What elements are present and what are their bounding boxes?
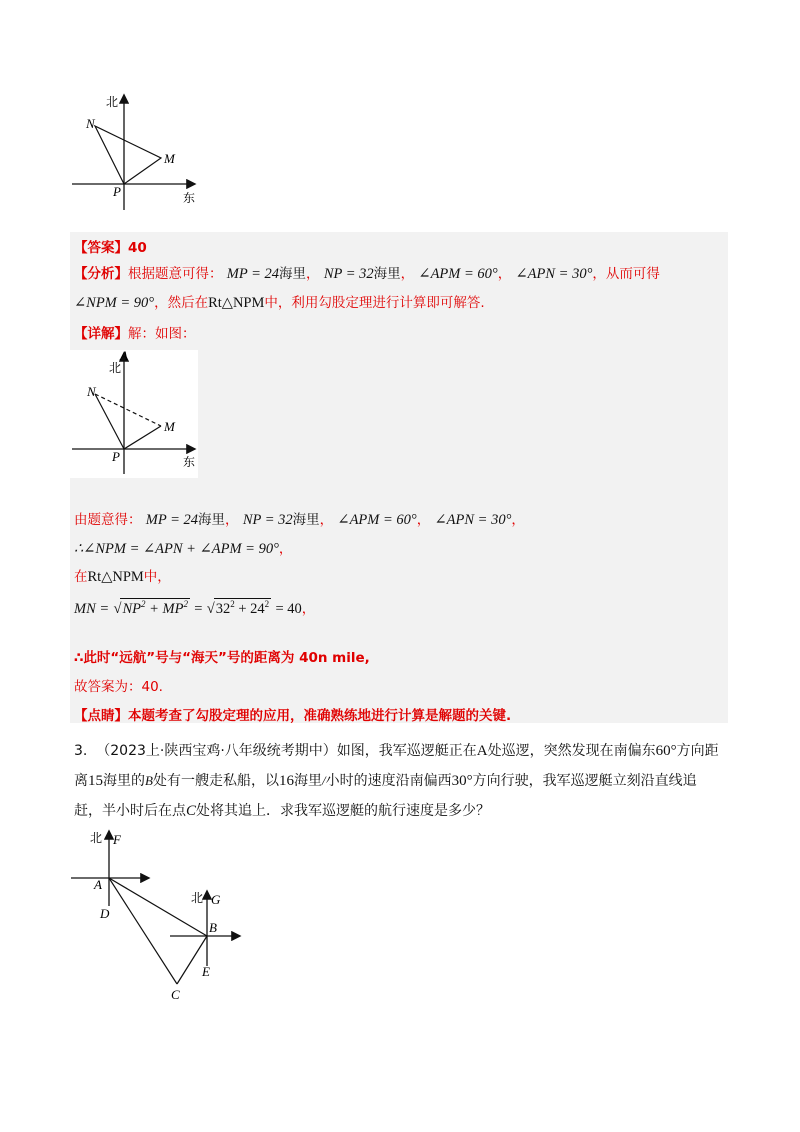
q3-text-2c: 处有一艘走私船，以: [152, 773, 279, 789]
mn-eq: =: [194, 601, 203, 617]
point-d-label: D: [100, 906, 110, 921]
sqrt-numbers: $32^2 + 24^2$: [215, 599, 270, 617]
given-sep-4: ，: [511, 512, 525, 528]
analysis-post-1: ，从而可得: [592, 266, 660, 282]
q3-slash: /: [321, 773, 326, 788]
detail-text: 解：如图：: [128, 326, 196, 342]
eq-apm: ∠APM = 60°: [418, 266, 498, 282]
analysis-tag: 【分析】: [74, 266, 128, 282]
analysis-line-1: [74, 262, 660, 283]
answer-value: 40: [128, 240, 147, 256]
so-answer-line: 故答案为：40.: [74, 679, 163, 695]
point-n-label-2: N: [87, 384, 96, 399]
answer-tag: 【答案】: [74, 240, 128, 256]
given-apn: ∠APN = 30°: [434, 512, 512, 528]
given-unit-2: 海里: [292, 512, 320, 528]
comment-line: [74, 704, 511, 724]
analysis-line-2: [74, 291, 485, 312]
analysis-post-2: ，然后在: [154, 295, 209, 311]
q3-n16: 16: [278, 773, 294, 789]
figure-2-diagram: [70, 350, 198, 478]
analysis-post-3: 中，利用勾股定理进行计算即可解答.: [264, 295, 485, 311]
point-p-label-2: P: [112, 449, 120, 464]
given-mp: MP = 24: [145, 512, 199, 528]
q3-point-b: B: [145, 773, 153, 788]
rt-npm-1: Rt△NPM: [208, 295, 265, 311]
q3-text-1b: 处巡逻，突然发现在南偏东: [487, 743, 656, 759]
given-pre: 由题意得：: [74, 512, 142, 528]
point-p-label: P: [113, 184, 121, 199]
north-label-a: 北: [90, 831, 103, 845]
eq-mp: MP = 24: [226, 266, 280, 282]
unit-haili-1: 海里: [279, 266, 307, 282]
question-number: 3.: [74, 743, 88, 759]
question-3-line-3: [74, 800, 490, 820]
point-a-label-3: A: [94, 877, 102, 892]
triangle-npm: [95, 126, 161, 184]
point-e-label: E: [202, 964, 210, 979]
rt-npm-2: Rt△NPM: [87, 569, 144, 585]
east-label: 东: [183, 191, 196, 205]
sqrt-sign-2: √: [206, 601, 215, 617]
q3-point-c: C: [186, 803, 197, 819]
eq-np: NP = 32: [323, 266, 374, 282]
q3-text-3a: 赶，半小时后在点: [74, 803, 186, 819]
point-n-label: N: [86, 116, 95, 131]
given-sep-1: ，: [225, 512, 239, 528]
point-c-label-3: C: [171, 987, 180, 1002]
point-m-label-2: M: [164, 419, 175, 434]
given-line: [74, 508, 525, 529]
mn-sep: ，: [301, 601, 316, 617]
therefore-line: [74, 537, 292, 558]
comment-text: 本题考查了勾股定理的应用，准确熟练地进行计算是解题的关键.: [128, 708, 512, 724]
point-g-label: G: [211, 892, 221, 907]
q3-deg60: 60°: [655, 743, 677, 759]
therefore-eq: ∴∠NPM = ∠APN + ∠APM = 90°: [74, 541, 279, 557]
north-label: 北: [106, 95, 119, 109]
mn-equation-line: [74, 597, 315, 618]
therefore-sep: ，: [278, 541, 293, 557]
q3-text-2e: 小时的速度沿南偏西: [325, 773, 452, 789]
answer-line: [74, 236, 147, 256]
q3-text-3b: 处将其追上．求我军巡逻艇的航行速度是多少？: [196, 803, 491, 819]
side-pm: [124, 426, 161, 449]
given-sep-2: ，: [319, 512, 334, 528]
conclusion-line: ∴此时“远航”号与“海天”号的距离为 40n mile,: [74, 650, 370, 666]
q3-point-a: A: [476, 743, 488, 759]
point-f-label: F: [113, 832, 121, 847]
q3-text-1a: 如图，我军巡逻艇正在: [336, 743, 477, 759]
side-np: [95, 394, 124, 449]
given-unit-1: 海里: [198, 512, 226, 528]
sep-2: ，: [400, 266, 415, 282]
q3-text-2a: 离: [74, 773, 88, 789]
sqrt-np-mp: $NP^2 + MP^2$: [122, 599, 188, 617]
sqrt-sign-1: √: [113, 601, 122, 617]
point-m-label: M: [164, 151, 175, 166]
given-sep-3: ，: [416, 512, 431, 528]
mn-lhs: MN =: [74, 601, 110, 617]
unit-haili-2: 海里: [373, 266, 401, 282]
north-label-2: 北: [109, 361, 122, 375]
given-np: NP = 32: [242, 512, 293, 528]
north-label-b: 北: [191, 891, 204, 905]
sep-1: ，: [306, 266, 320, 282]
eq-npm: ∠NPM = 90°: [74, 295, 155, 311]
segment-ac: [109, 878, 177, 984]
segment-ab: [109, 878, 207, 936]
analysis-pre: 根据题意可得：: [128, 266, 223, 282]
in-post: 中，: [143, 569, 171, 585]
figure-1-diagram: [66, 88, 206, 213]
given-apm: ∠APM = 60°: [337, 512, 417, 528]
q3-n15: 15: [88, 773, 103, 789]
comment-tag: 【点睛】: [74, 708, 128, 724]
point-a-label: A: [120, 350, 128, 363]
detail-line: [74, 322, 196, 342]
q3-text-2d: 海里: [293, 773, 322, 789]
q3-text-2b: 海里的: [103, 773, 145, 789]
q3-deg30: 30°: [451, 773, 473, 789]
in-pre: 在: [74, 569, 88, 585]
question-3-line-1: [74, 740, 719, 760]
q3-text-2f: 方向行驶，我军巡逻艇立刻沿直线追: [472, 773, 697, 789]
in-rt-line: [74, 565, 171, 586]
eq-apn: ∠APN = 30°: [515, 266, 593, 282]
east-label-2: 东: [183, 455, 196, 469]
q3-text-1c: 方向距: [676, 743, 719, 759]
detail-tag: 【详解】: [74, 326, 128, 342]
question-source: （2023上·陕西宝鸡·八年级统考期中）: [96, 743, 337, 759]
figure-3-diagram: [66, 826, 246, 1006]
mn-rhs: = 40: [275, 601, 302, 617]
sep-3: ，: [497, 266, 512, 282]
question-3-line-2: [74, 770, 697, 790]
point-b-label-3: B: [209, 920, 217, 935]
side-nm: [95, 394, 161, 426]
